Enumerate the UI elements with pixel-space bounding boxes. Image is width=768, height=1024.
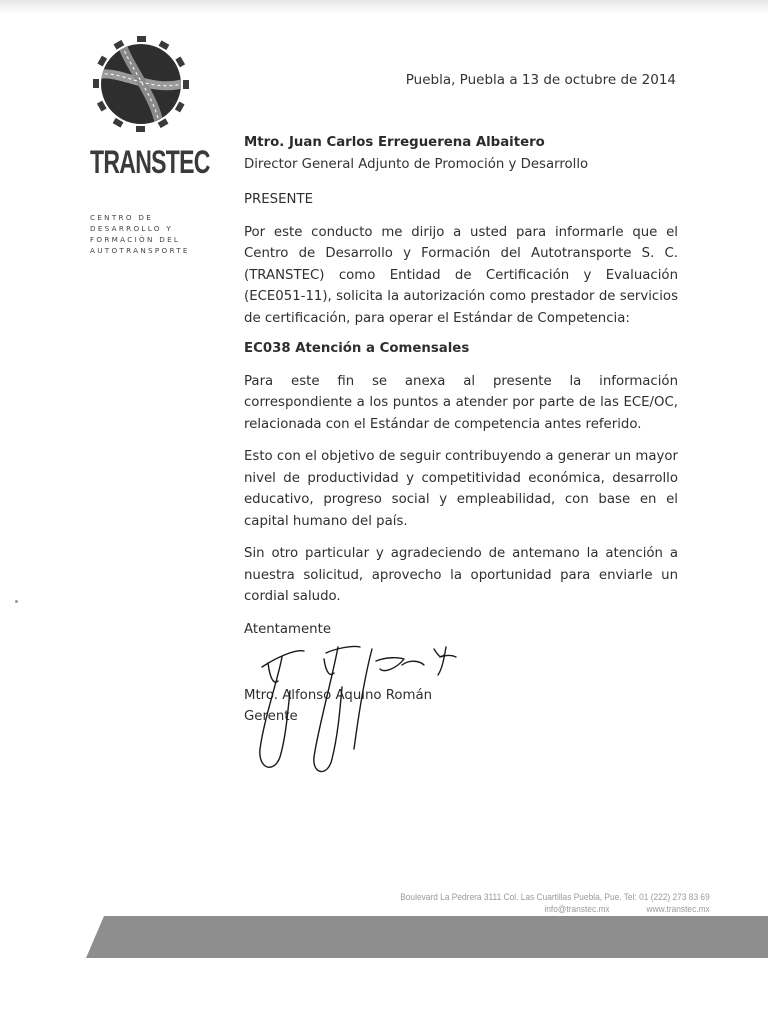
scan-edge-shadow [0,0,768,14]
footer-email: info@transtec.mx [544,904,610,915]
logo-wordmark: TRANSTEC [90,144,210,180]
paragraph-annex: Para este fin se anexa al presente la información correspondiente a los puntos a atender por parte de las ECE/OC, relacionada con el Estándar de competencia antes referido. [244,373,678,432]
logo-subtitle-line: CENTRO DE [90,213,154,222]
footer-address: Boulevard La Pedrera 3111 Col. Las Cuartillas Puebla, Pue. Tel: 01 (222) 273 83 69 [400,892,710,903]
logo-subtitle [90,212,214,256]
recipient-title: Director General Adjunto de Promoción y Desarrollo [244,156,589,172]
footer-band [0,914,768,958]
signature-icon [234,639,474,789]
closing: Atentamente [244,621,332,637]
logo-subtitle-line: AUTOTRANSPORTE [90,246,190,255]
signatory-role: Gerente [244,709,298,724]
salutation: PRESENTE [244,192,313,207]
recipient-name: Mtro. Juan Carlos Erreguerena Albaitero [244,135,545,150]
logo-subtitle-line: FORMACIÓN DEL [90,235,181,244]
paragraph-objective: Esto con el objetivo de seguir contribuyendo a generar un mayor nivel de productividad y competitividad económica, desarrollo educativo, progreso social y empleabilidad, con base en el capital humano del país. [244,449,678,529]
letter-date: Puebla, Puebla a 13 de octubre de 2014 [405,72,676,88]
signature-block [244,651,678,791]
logo-emblem-icon [89,36,201,136]
footer-contact-info [400,892,710,916]
signatory-name: Mtro. Alfonso Aquino Román [244,688,433,703]
paragraph-intro: Por este conducto me dirijo a usted para informarle que el Centro de Desarrollo y Formación del Autotransporte S. C. (TRANSTEC) como Entidad de Certificación y Evaluación (ECE051-11), solicita la autorización como prestador de servicios de certificación, para operar el Estándar de Competencia: [244,224,678,326]
footer-website: www.transtec.mx [646,904,710,915]
logo-subtitle-line: DESARROLLO Y [90,224,174,233]
paragraph-farewell: Sin otro particular y agradeciendo de antemano la atención a nuestra solicitud, aprovecho la oportunidad para enviarle un cordial saludo. [244,546,678,604]
competency-standard: EC038 Atención a Comensales [244,341,470,356]
scan-speck [15,600,18,603]
letter-body [244,132,678,791]
